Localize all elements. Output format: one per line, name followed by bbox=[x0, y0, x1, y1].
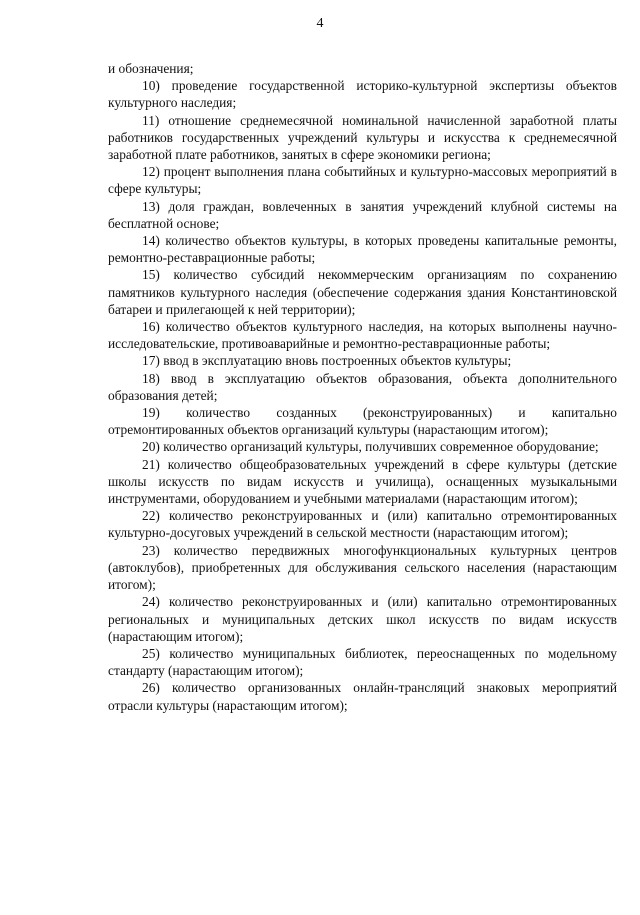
document-body bbox=[108, 60, 617, 714]
paragraph: 10) проведение государственной историко-культурной экспертизы объектов культурного наследия; bbox=[108, 78, 617, 111]
paragraph: 24) количество реконструированных и (или) капитально отремонтированных региональных и муниципальных детских школ искусств по видам искусств (нарастающим итогом); bbox=[108, 594, 617, 644]
paragraph: 25) количество муниципальных библиотек, переоснащенных по модельному стандарту (нарастающим итогом); bbox=[108, 645, 617, 679]
paragraph: 20) количество организаций культуры, получивших современное оборудование; bbox=[142, 439, 599, 455]
paragraph: 12) процент выполнения плана событийных и культурно-массовых мероприятий в сфере культуры; bbox=[108, 164, 617, 197]
paragraph: 23) количество передвижных многофункциональных культурных центров (автоклубов), приобретенных для обслуживания сельского населения (нарастающим итогом); bbox=[108, 542, 617, 593]
paragraph: 26) количество организованных онлайн-трансляций знаковых мероприятий отрасли культуры (нарастающим итогом); bbox=[108, 680, 617, 713]
paragraph: 11) отношение среднемесячной номинальной начисленной заработной платы работников государственных учреждений культуры и искусства к среднемесячной заработной плате работников, занятых в сфере экономики региона; bbox=[108, 112, 617, 163]
paragraph: 15) количество субсидий некоммерческим организациям по сохранению памятников культурного наследия (обеспечение содержания здания Константиновской батареи и прилегающей к ней территории); bbox=[108, 267, 617, 317]
paragraph: 22) количество реконструированных и (или) капитально отремонтированных культурно-досуговых учреждений в сельской местности (нарастающим итогом); bbox=[108, 508, 617, 541]
paragraph: и обозначения; bbox=[108, 61, 194, 76]
paragraph: 17) ввод в эксплуатацию вновь построенных объектов культуры; bbox=[142, 353, 512, 369]
paragraph: 13) доля граждан, вовлеченных в занятия учреждений клубной системы на бесплатной основе; bbox=[108, 198, 617, 231]
paragraph: 18) ввод в эксплуатацию объектов образования, объекта дополнительного образования детей; bbox=[108, 370, 617, 403]
paragraph: 21) количество общеобразовательных учреждений в сфере культуры (детские школы искусств по видам искусств и училища), оснащенных музыкальными инструментами, оборудованием и учебными материалами (нарастающим итогом); bbox=[108, 456, 617, 507]
page-number: 4 bbox=[316, 16, 324, 31]
paragraph: 16) количество объектов культурного наследия, на которых выполнены научно-исследовательские, противоаварийные и ремонтно-реставрационные работы; bbox=[108, 319, 617, 352]
paragraph: 19) количество созданных (реконструированных) и капитально отремонтированных объектов организаций культуры (нарастающим итогом); bbox=[108, 405, 617, 438]
paragraph: 14) количество объектов культуры, в которых проведены капитальные ремонты, ремонтно-реставрационные работы; bbox=[108, 233, 617, 266]
